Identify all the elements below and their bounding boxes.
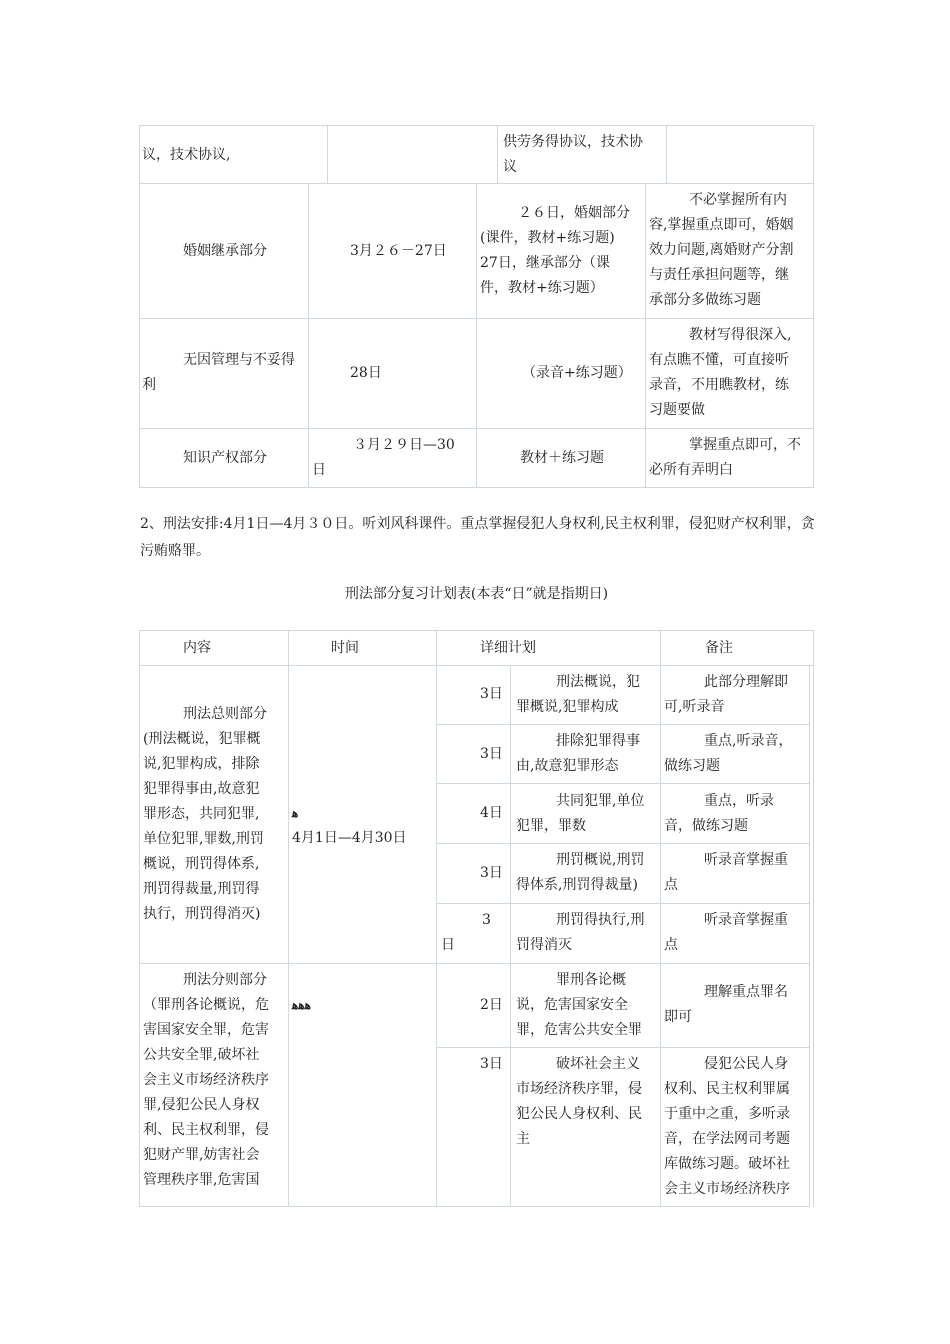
cell-text: 教材＋练习题 <box>520 450 604 466</box>
general-time: 4月1日—4月30日 <box>292 830 407 846</box>
plan-days: 日 <box>441 937 455 953</box>
plan-detail: 刑法概说，犯 罪概说,犯罪构成 <box>516 674 640 715</box>
cell-text: （录音+练习题） <box>522 365 632 381</box>
plan-days: 3日 <box>480 686 503 702</box>
cell-text: 利 <box>142 377 156 393</box>
cell-text: 日 <box>312 462 326 478</box>
plan-detail: 破坏社会主义 市场经济秩序罪，侵 犯公民人身权利、民 主 <box>516 1056 642 1147</box>
symbol-mark: ﻫﻫﻫ <box>292 998 311 1012</box>
cell-text: 供劳务得协议，技术协 议 <box>503 134 643 175</box>
cell-text: ２６日，婚姻部分 (课件，教材+练习题) 27日，继承部分（课 件，教材+练习题） <box>480 205 630 296</box>
cell-text: 知识产权部分 <box>183 450 267 466</box>
header-plan: 详细计划 <box>480 640 536 656</box>
header-note: 备注 <box>705 640 733 656</box>
cell-text: 掌握重点即可，不 必所有弄明白 <box>649 437 801 478</box>
table-cell <box>288 665 437 964</box>
plan-note: 重点,听录音， 做练习题 <box>664 733 793 774</box>
table-border <box>813 630 814 1207</box>
table-caption: 刑法部分复习计划表(本表“日”就是指期日) <box>344 586 609 602</box>
table-header-cell <box>288 630 437 666</box>
table-cell <box>308 318 477 429</box>
table-header-cell <box>660 630 814 666</box>
cell-text: 教材写得很深入, 有点瞧不懂，可直接听 录音，不用瞧教材，练 习题要做 <box>649 327 792 418</box>
plan-detail: 共同犯罪,单位 犯罪，罪数 <box>516 793 645 834</box>
table-cell <box>327 125 498 184</box>
table-header-cell <box>436 630 661 666</box>
plan-note: 侵犯公民人身 权利、民主权利罪属 于重中之重，多听录 音，在学法网司考题 库做练习题。破坏社 会主义市场经济秩序 <box>664 1056 790 1197</box>
plan-detail: 罪刑各论概 说，危害国家安全 罪，危害公共安全罪 <box>516 972 642 1038</box>
plan-note: 重点，听录 音，做练习题 <box>664 793 774 834</box>
symbol-mark: ﻫ <box>292 806 299 820</box>
plan-days: 3日 <box>480 746 503 762</box>
plan-days: 2日 <box>480 997 503 1013</box>
header-content: 内容 <box>183 640 211 656</box>
plan-detail: 刑罚得执行,刑 罚得消灭 <box>516 912 645 953</box>
plan-detail: 刑罚概说,刑罚 得体系,刑罚得裁量) <box>516 852 645 893</box>
plan-days: 4日 <box>480 805 503 821</box>
plan-days: 3日 <box>480 865 503 881</box>
plan-days: 3日 <box>480 1056 503 1072</box>
cell-text: 3月２６－27日 <box>350 243 447 259</box>
cell-text: 婚姻继承部分 <box>183 243 267 259</box>
plan-note: 听录音掌握重 点 <box>664 912 788 953</box>
plan-note: 此部分理解即 可,听录音 <box>664 674 788 715</box>
body-paragraph: 2、刑法安排:4月1日—4月３０日。听刘风科课件。重点掌握侵犯人身权利,民主权利罪，侵犯财产权利罪，贪污贿赂罪。 <box>140 516 815 559</box>
header-time: 时间 <box>331 640 359 656</box>
general-content: 刑法总则部分 (刑法概说，犯罪概 说,犯罪构成，排除 犯罪得事由,故意犯 罪形态，共同犯罪, 单位犯罪,罪数,刑罚 概说，刑罚得体系, 刑罚得裁量,刑罚得 执行，刑罚得消灭) <box>143 706 267 922</box>
cell-text: 不必掌握所有内 容,掌握重点即可，婚姻 效力问题,离婚财产分割 与责任承担问题等，继 承部分多做练习题 <box>649 192 794 308</box>
cell-text: ３月２９日—30 <box>353 437 455 453</box>
plan-note: 听录音掌握重 点 <box>664 852 788 893</box>
cell-text: 28日 <box>350 365 382 381</box>
plan-detail: 排除犯罪得事 由,故意犯罪形态 <box>516 733 640 774</box>
plan-days: 3 <box>482 912 491 928</box>
special-content: 刑法分则部分 （罪刑各论概说，危 害国家安全罪，危害 公共安全罪,破坏社 会主义市场经济秩序 罪,侵犯公民人身权 利、民主权利罪，侵 犯财产罪,妨害社会 管理秩序罪,危害国 <box>143 972 269 1188</box>
cell-text: 议，技术协议, <box>142 147 231 163</box>
table-cell <box>666 125 814 184</box>
cell-text: 无因管理与不妥得 <box>183 352 295 368</box>
table-cell <box>139 318 309 429</box>
plan-note: 理解重点罪名 即可 <box>664 984 788 1025</box>
table-header-cell <box>139 630 289 666</box>
